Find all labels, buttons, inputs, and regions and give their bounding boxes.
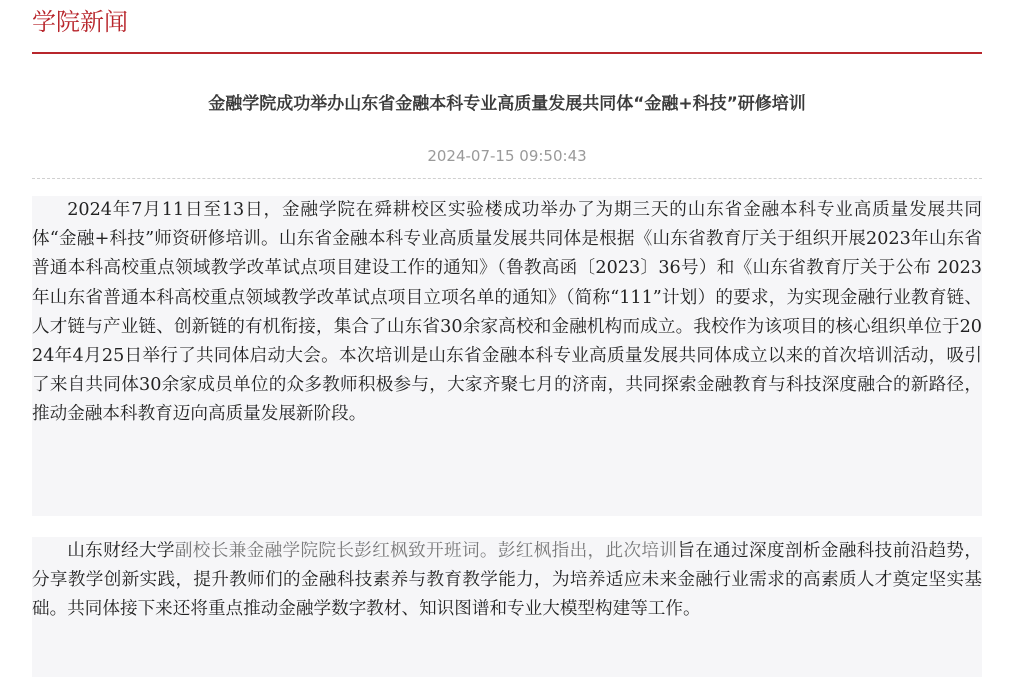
paragraph-2-muted: 副校长兼金融学院院长彭红枫致开班词。彭红枫指出，此次培训 [174, 541, 678, 561]
paragraph-2-lead: 山东财经大学 [67, 541, 175, 561]
date-divider [32, 178, 982, 179]
article-paragraph-1: 2024年7月11日至13日，金融学院在舜耕校区实验楼成功举办了为期三天的山东省金融本科专业高质量发展共同体“金融+科技”师资研修培训。山东省金融本科专业高质量发展共同体是根据《山东省教育厅关于组织开展2023年山东省普通本科高校重点领域教学改革试点项目建设工作的通知》（鲁教高函〔2023〕36号）和《山东省教育厅关于公布 2023 年山东省普通本科高校重点领域教学改革试点项目立项名单的通知》（简称“111”计划）的要求，为实现金融行业教育链、人才链与产业链、创新链的有机衔接，集合了山东省30余家高校和金融机构而成立。我校作为该项目的核心组织单位于2024年4月25日举行了共同体启动大会。本次培训是山东省金融本科专业高质量发展共同体成立以来的首次培训活动，吸引了来自共同体30余家成员单位的众多教师积极参与，大家齐聚七月的济南，共同探索金融教育与科技深度融合的新路径，推动金融本科教育迈向高质量发展新阶段。 [32, 196, 982, 516]
article-title: 金融学院成功举办山东省金融本科专业高质量发展共同体“金融+科技”研修培训 [208, 94, 806, 114]
section-header [32, 4, 982, 54]
section-title: 学院新闻 [32, 8, 128, 36]
paragraph-2-rest: 旨在通过深度剖析金融科技前沿趋势，分享教学创新实践，提升教师们的金融科技素养与教育教学能力，为培养适应未来金融行业需求的高素质人才奠定坚实基础。共同体接下来还将重点推动金融学数字教材、知识图谱和专业大模型构建等工作。 [32, 541, 982, 620]
article-date: 2024-07-15 09:50:43 [427, 147, 587, 165]
article-paragraph-2 [32, 537, 982, 677]
